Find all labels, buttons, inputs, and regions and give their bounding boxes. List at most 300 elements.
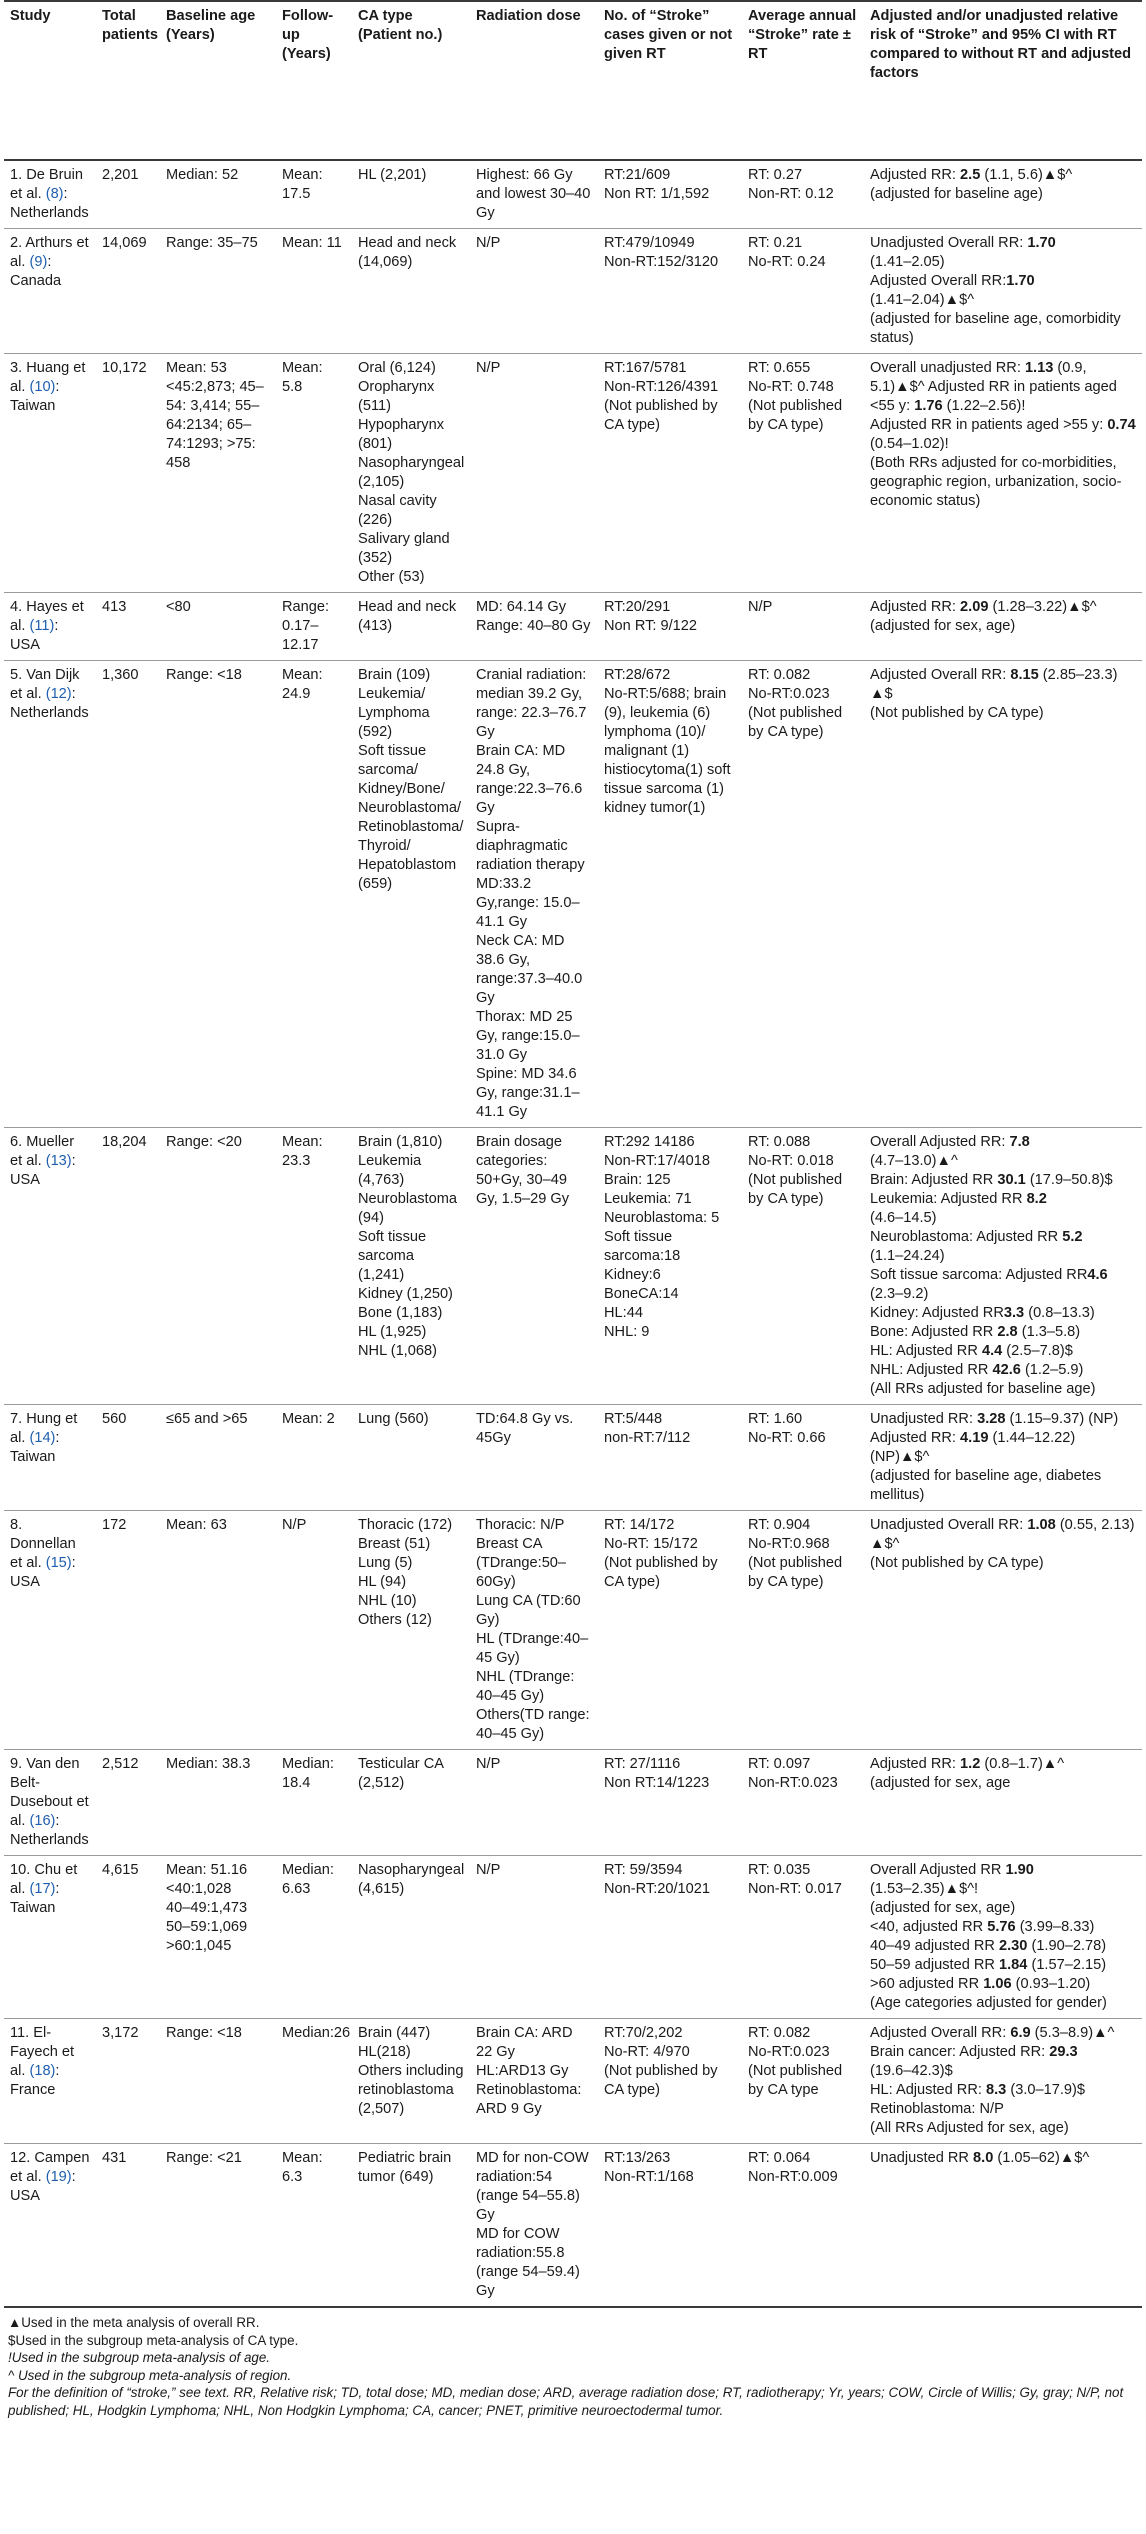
stroke-cases-line: Soft tissue sarcoma:18 [604,1229,681,1264]
table-row [4,1128,1142,1405]
baseline-age-cell [160,229,276,354]
radiation-dose-line: MD for COW radiation:55.8 (range 54–59.4) Gy [476,2226,580,2299]
radiation-dose-line: Brain CA: MD 24.8 Gy, range:22.3–76.6 Gy [476,743,583,816]
radiation-dose-line: Range: 40–80 Gy [476,618,591,634]
rr-text: (4.7–13.0)▲^ [870,1153,958,1169]
relative-risk-line [870,1554,1136,1573]
rr-value: 1.06 [983,1976,1012,1992]
rr-text: (adjusted for baseline age) [870,186,1043,202]
follow-up-line: Mean: 5.8 [282,360,323,395]
annual-rate-line: RT: 0.904 [748,1517,811,1533]
total-patients-cell: 18,204 [96,1128,160,1405]
study-reference-link[interactable]: (18) [29,2063,56,2079]
ca-type-line: Lung (560) [358,1411,429,1427]
study-country: : USA [10,2169,76,2204]
rr-text: (1.1, 5.6)▲$^ [980,167,1073,183]
rr-text: (0.55, 2.13) ▲$^ [870,1517,1135,1552]
follow-up-cell [276,1856,352,2019]
rr-text: (5.3–8.9)▲^ [1030,2025,1115,2041]
relative-risk-cell [864,2144,1142,2308]
relative-risk-line [870,2024,1136,2043]
ca-type-line: Nasal cavity (226) [358,493,437,528]
header-ca-type: CA type (Patient no.) [352,1,470,160]
rr-value: 2.09 [960,599,989,615]
stroke-cases-line: RT:5/448 [604,1411,663,1427]
ca-type-cell [352,1750,470,1856]
relative-risk-cell [864,229,1142,354]
table-row [4,229,1142,354]
rr-text: >60 adjusted RR [870,1976,984,1992]
rr-value: 1.70 [1006,273,1035,289]
ca-type-line: Brain (109) [358,667,431,683]
header-radiation-dose: Radiation dose [470,1,598,160]
ca-type-line: Breast (51) [358,1536,431,1552]
radiation-dose-line: N/P [476,1756,501,1772]
relative-risk-line [870,454,1136,511]
baseline-age-line: Range: <20 [166,1134,242,1150]
follow-up-cell [276,593,352,661]
ca-type-cell [352,354,470,593]
total-patients-cell: 172 [96,1511,160,1750]
study-name: 5. Van Dijk et al. [10,667,80,702]
study-cell [4,1856,96,2019]
rr-text: (19.6–42.3)$ [870,2063,953,2079]
rr-text: Adjusted Overall RR: [870,2025,1011,2041]
study-name: 12. Campen et al. [10,2150,90,2185]
relative-risk-cell [864,1750,1142,1856]
ca-type-line: HL(218) [358,2044,411,2060]
rr-text: (1.15–9.37) (NP) [1005,1411,1119,1427]
study-reference-link[interactable]: (14) [29,1430,56,1446]
study-reference-link[interactable]: (9) [29,254,48,270]
baseline-age-line: Range: 35–75 [166,235,258,251]
baseline-age-line: 40–49:1,473 [166,1900,248,1916]
rr-text: Adjusted RR: [870,1430,961,1446]
total-patients-cell: 2,201 [96,160,160,229]
ca-type-line: Neuroblastoma (94) [358,1191,457,1226]
baseline-age-line: Median: 38.3 [166,1756,251,1772]
rr-text: NHL: Adjusted RR [870,1362,993,1378]
stroke-cases-line: (Not published by CA type) [604,2063,718,2098]
follow-up-cell [276,1750,352,1856]
baseline-age-cell [160,354,276,593]
total-patients-cell: 3,172 [96,2019,160,2144]
stroke-cases-line: Non-RT:17/4018 [604,1153,711,1169]
total-patients-cell: 413 [96,593,160,661]
relative-risk-line [870,1861,1136,1880]
ca-type-line: HL (2,201) [358,167,427,183]
rr-text: 40–49 adjusted RR [870,1938,999,1954]
relative-risk-line [870,1755,1136,1774]
header-study: Study [4,1,96,160]
study-country: : Taiwan [10,1881,60,1916]
stroke-cases-cell [598,661,742,1128]
annual-rate-cell [742,661,864,1128]
ca-type-line: Head and neck (413) [358,599,457,634]
relative-risk-line [870,1937,1136,1956]
annual-rate-line: Non-RT:0.023 [748,1775,838,1791]
relative-risk-line [870,1190,1136,1209]
stroke-cases-cell [598,229,742,354]
ca-type-line: Leukemia (4,763) [358,1153,422,1188]
rr-text: Kidney: Adjusted RR [870,1305,1004,1321]
radiation-dose-cell [470,1511,598,1750]
relative-risk-line [870,1410,1136,1429]
annual-rate-line: No-RT:0.968 [748,1536,830,1552]
baseline-age-cell [160,1750,276,1856]
rr-text: Adjusted RR: [870,167,961,183]
header-total-patients: Total patients [96,1,160,160]
rr-value: 7.8 [1009,1134,1030,1150]
study-country: : Taiwan [10,379,60,414]
total-patients-cell: 2,512 [96,1750,160,1856]
radiation-dose-cell [470,354,598,593]
header-baseline-age: Baseline age (Years) [160,1,276,160]
stroke-cases-line: RT:20/291 [604,599,671,615]
study-cell [4,1128,96,1405]
relative-risk-line [870,598,1136,617]
stroke-cases-line: Non-RT:20/1021 [604,1881,711,1897]
study-name: 2. Arthurs et al. [10,235,89,270]
follow-up-cell [276,2019,352,2144]
study-cell [4,1750,96,1856]
study-reference-link[interactable]: (15) [45,1555,72,1571]
annual-rate-line: RT: 0.097 [748,1756,811,1772]
baseline-age-line: Range: <18 [166,2025,242,2041]
rr-value: 1.13 [1024,360,1054,376]
rr-text: (Not published by CA type) [870,705,1044,721]
radiation-dose-cell [470,2144,598,2308]
relative-risk-cell [864,1856,1142,2019]
rr-value: 5.76 [987,1919,1016,1935]
ca-type-line: Nasopharyngeal (4,615) [358,1862,465,1897]
study-name: 8. Donnellan et al. [10,1517,76,1571]
ca-type-line: Salivary gland (352) [358,531,450,566]
annual-rate-line: RT: 0.21 [748,235,803,251]
baseline-age-line: Mean: 63 [166,1517,227,1533]
annual-rate-line: RT: 0.27 [748,167,803,183]
relative-risk-line [870,617,1136,636]
rr-text: Adjusted RR: [870,1756,961,1772]
ca-type-line: NHL (1,068) [358,1343,437,1359]
footnote-region: ^ Used in the subgroup meta-analysis of region. [8,2367,292,2383]
relative-risk-line [870,1880,1136,1899]
total-patients-cell: 1,360 [96,661,160,1128]
radiation-dose-line: Cranial radiation: median 39.2 Gy, range: 22.3–76.7 Gy [476,667,587,740]
rr-text: Brain cancer: Adjusted RR: [870,2044,1050,2060]
ca-type-cell [352,2019,470,2144]
rr-text: Brain: Adjusted RR [870,1172,998,1188]
table-row [4,593,1142,661]
rr-text: (adjusted for sex, age [870,1775,1011,1791]
ca-type-line: Head and neck (14,069) [358,235,457,270]
ca-type-line: Nasopharyngeal (2,105) [358,455,465,490]
rr-text: (3.99–8.33) [1015,1919,1095,1935]
relative-risk-line [870,704,1136,723]
baseline-age-line: >60:1,045 [166,1938,232,1954]
radiation-dose-line: HL (TDrange:40–45 Gy) [476,1631,589,1666]
relative-risk-line [870,1171,1136,1190]
rr-value: 1.08 [1027,1517,1056,1533]
follow-up-cell [276,661,352,1128]
ca-type-cell [352,593,470,661]
rr-text: (2.5–7.8)$ [1002,1343,1073,1359]
stroke-cases-cell [598,1511,742,1750]
baseline-age-cell [160,1405,276,1511]
radiation-dose-line: MD: 64.14 Gy [476,599,567,615]
relative-risk-line [870,2081,1136,2100]
rr-text: <40, adjusted RR [870,1919,988,1935]
ca-type-line: Lung (5) [358,1555,413,1571]
rr-text: (0.9, 5.1)▲$^ Adjusted RR in patients aged <55 y: [870,360,1117,414]
stroke-cases-line: RT: 59/3594 [604,1862,683,1878]
study-reference-link[interactable]: (13) [45,1153,72,1169]
rr-text: (1.41–2.05) [870,254,945,270]
ca-type-cell [352,2144,470,2308]
table-row [4,661,1142,1128]
follow-up-line: Range: 0.17–12.17 [282,599,330,653]
annual-rate-line: No-RT:0.023 [748,686,830,702]
study-reference-link[interactable]: (16) [29,1813,56,1829]
study-reference-link[interactable]: (8) [45,186,64,202]
radiation-dose-line: Thorax: MD 25 Gy, range:15.0–31.0 Gy [476,1009,580,1063]
ca-type-line: Soft tissue sarcoma (1,241) [358,1229,427,1283]
rr-text: Unadjusted Overall RR: [870,1517,1028,1533]
rr-text: (0.54–1.02)! [870,436,949,452]
study-country: : France [10,2063,60,2098]
radiation-dose-line: Supra-diaphragmatic radiation therapy MD:33.2 Gy,range: 15.0–41.1 Gy [476,819,585,930]
ca-type-line: Others (12) [358,1612,432,1628]
relative-risk-line [870,1516,1136,1554]
radiation-dose-cell [470,1128,598,1405]
radiation-dose-cell [470,1405,598,1511]
rr-text: (3.0–17.9)$ [1006,2082,1085,2098]
baseline-age-line: <80 [166,599,191,615]
radiation-dose-line: Highest: 66 Gy and lowest 30–40 Gy [476,167,591,221]
baseline-age-line: Mean: 53 <45:2,873; 45–54: 3,414; 55–64:2134; 65–74:1293; >75: 458 [166,360,264,471]
study-reference-link[interactable]: (10) [29,379,56,395]
study-name: 3. Huang et al. [10,360,86,395]
study-country: : USA [10,618,59,653]
baseline-age-line: Range: <18 [166,667,242,683]
rr-value: 2.8 [997,1324,1018,1340]
radiation-dose-line: MD for non-COW radiation:54 (range 54–55.8) Gy [476,2150,589,2223]
relative-risk-line [870,1975,1136,1994]
relative-risk-line [870,1342,1136,1361]
rr-text: Unadjusted Overall RR: [870,235,1028,251]
baseline-age-cell [160,2019,276,2144]
rr-text: Overall Adjusted RR [870,1862,1006,1878]
header-row [4,1,1142,160]
stroke-cases-line: (Not published by CA type) [604,1555,718,1590]
rr-value: 4.4 [981,1343,1003,1359]
study-country: : Netherlands [10,686,89,721]
relative-risk-line [870,1380,1136,1399]
annual-rate-line: RT: 0.082 [748,2025,811,2041]
ca-type-line: Kidney (1,250) [358,1286,453,1302]
stroke-cases-line: Neuroblastoma: 5 [604,1210,720,1226]
rr-text: (2.3–9.2) [870,1286,929,1302]
rr-text: (2.85–23.3) ▲$ [870,667,1118,702]
ca-type-cell [352,661,470,1128]
total-patients-cell: 431 [96,2144,160,2308]
annual-rate-cell [742,229,864,354]
table-row [4,1511,1142,1750]
follow-up-cell [276,1128,352,1405]
relative-risk-cell [864,160,1142,229]
rr-text: (1.57–2.15) [1027,1957,1107,1973]
relative-risk-cell [864,1511,1142,1750]
stroke-cases-line: RT:13/263 [604,2150,671,2166]
radiation-dose-cell [470,593,598,661]
rr-text: (1.3–5.8) [1017,1324,1081,1340]
follow-up-cell [276,354,352,593]
study-name: 10. Chu et al. [10,1862,78,1897]
relative-risk-cell [864,2019,1142,2144]
relative-risk-line [870,666,1136,704]
radiation-dose-line: Spine: MD 34.6 Gy, range:31.1–41.1 Gy [476,1066,580,1120]
relative-risk-line [870,1774,1136,1793]
annual-rate-cell [742,354,864,593]
stroke-cases-cell [598,593,742,661]
footnote-ca-type: $Used in the subgroup meta-analysis of CA type. [8,2332,299,2348]
radiation-dose-line: HL:ARD13 Gy [476,2063,569,2079]
stroke-cases-cell [598,2019,742,2144]
stroke-cases-cell [598,1128,742,1405]
radiation-dose-line: Breast CA (TDrange:50–60Gy) [476,1536,567,1590]
ca-type-line: Oral (6,124) [358,360,436,376]
rr-text: (Age categories adjusted for gender) [870,1995,1107,2011]
table-row [4,1405,1142,1511]
relative-risk-line [870,1956,1136,1975]
relative-risk-cell [864,593,1142,661]
rr-value: 1.90 [1005,1862,1034,1878]
stroke-cases-line: RT: 14/172 [604,1517,675,1533]
rr-text: (0.8–1.7)▲^ [980,1756,1065,1772]
rr-text: (1.22–2.56)! [942,398,1026,414]
annual-rate-line: Non-RT: 0.017 [748,1881,842,1897]
header-stroke-cases: No. of “Stroke” cases given or not given RT [598,1,742,160]
ca-type-line: HL (94) [358,1574,407,1590]
relative-risk-cell [864,1128,1142,1405]
rr-text: (4.6–14.5) [870,1210,937,1226]
rr-value: 4.19 [960,1430,989,1446]
rr-value: 30.1 [997,1172,1026,1188]
stroke-cases-cell [598,354,742,593]
ca-type-line: Testicular CA (2,512) [358,1756,444,1791]
relative-risk-line [870,359,1136,416]
ca-type-line: Hypopharynx (801) [358,417,444,452]
rr-value: 1.70 [1027,235,1056,251]
study-reference-link[interactable]: (19) [45,2169,72,2185]
radiation-dose-line: TD:64.8 Gy vs. 45Gy [476,1411,574,1446]
ca-type-line: HL (1,925) [358,1324,427,1340]
relative-risk-line [870,1323,1136,1342]
radiation-dose-line: Lung CA (TD:60 Gy) [476,1593,581,1628]
stroke-cases-line: Non-RT:152/3120 [604,254,719,270]
footnote-abbreviations: For the definition of “stroke,” see text. RR, Relative risk; TD, total dose; MD, median dose; ARD, average radiation dose; RT, radiotherapy; Yr, years; COW, Circle of Willis; Gy, gray; N/P, not published; HL, Hodgkin Lymphoma; NHL, Non Hodgkin Lymphoma; CA, cancer; PNET, primitive neuroectodermal tumor. [8,2385,1124,2418]
study-country: : Netherlands [10,1813,89,1848]
follow-up-cell [276,160,352,229]
annual-rate-cell [742,1511,864,1750]
relative-risk-line [870,1266,1136,1285]
study-name: 9. Van den Belt-Dusebout et al. [10,1756,89,1829]
stroke-cases-line: Non RT: 1/1,592 [604,186,710,202]
rr-value: 8.2 [1026,1191,1047,1207]
baseline-age-line: Mean: 51.16 [166,1862,248,1878]
study-cell [4,2019,96,2144]
baseline-age-cell [160,661,276,1128]
rr-value: 0.74 [1107,417,1136,433]
baseline-age-cell [160,1128,276,1405]
relative-risk-line [870,253,1136,272]
rr-text: HL: Adjusted RR [870,1343,982,1359]
baseline-age-line: Median: 52 [166,167,239,183]
rr-text: Soft tissue sarcoma: Adjusted RR [870,1267,1088,1283]
radiation-dose-line: Retinoblastoma: ARD 9 Gy [476,2082,582,2117]
ca-type-line: Brain (447) [358,2025,431,2041]
rr-text: (0.8–13.3) [1024,1305,1095,1321]
ca-type-line: Leukemia/ Lymphoma (592) [358,686,430,740]
relative-risk-cell [864,661,1142,1128]
stroke-cases-line: RT: 27/1116 [604,1756,681,1772]
study-country: : Netherlands [10,186,89,221]
relative-risk-line [870,1228,1136,1247]
study-country: : Taiwan [10,1430,60,1465]
study-reference-link[interactable]: (12) [45,686,72,702]
relative-risk-line [870,272,1136,291]
ca-type-line: Others including retinoblastoma (2,507) [358,2063,464,2117]
annual-rate-line: N/P [748,599,773,615]
total-patients-cell: 560 [96,1405,160,1511]
annual-rate-line: (Not published by CA type) [748,1555,843,1590]
rr-text: (1.90–2.78) [1027,1938,1107,1954]
study-reference-link[interactable]: (11) [29,618,55,634]
follow-up-line: Median: 18.4 [282,1756,334,1791]
stroke-cases-line: RT:292 14186 [604,1134,695,1150]
study-country: : USA [10,1153,76,1188]
follow-up-line: Mean: 23.3 [282,1134,323,1169]
rr-value: 3.28 [977,1411,1006,1427]
annual-rate-line: (Not published by CA type) [748,398,843,433]
stroke-cases-line: Brain: 125 [604,1172,671,1188]
rr-text: (All RRs Adjusted for sex, age) [870,2120,1069,2136]
header-annual-rate: Average annual “Stroke” rate ± RT [742,1,864,160]
stroke-cases-line: RT:70/2,202 [604,2025,683,2041]
study-name: 4. Hayes et al. [10,599,84,634]
ca-type-line: Thoracic (172) [358,1517,453,1533]
ca-type-line: Oropharynx (511) [358,379,435,414]
radiation-dose-cell [470,1750,598,1856]
baseline-age-line: ≤65 and >65 [166,1411,248,1427]
annual-rate-cell [742,160,864,229]
rr-text: Bone: Adjusted RR [870,1324,998,1340]
stroke-cases-line: BoneCA:14 [604,1286,679,1302]
relative-risk-line [870,1361,1136,1380]
follow-up-line: Median: 6.63 [282,1862,334,1897]
rr-text: Adjusted Overall RR: [870,273,1007,289]
relative-risk-line [870,416,1136,454]
ca-type-cell [352,1405,470,1511]
annual-rate-line: (Not published by CA type) [748,1172,843,1207]
study-reference-link[interactable]: (17) [29,1881,56,1897]
study-name: 7. Hung et al. [10,1411,78,1446]
relative-risk-line [870,1247,1136,1266]
rr-text: (Both RRs adjusted for co-morbidities, geographic region, urbanization, socio-economic status) [870,455,1122,509]
follow-up-line: Mean: 24.9 [282,667,323,702]
stroke-cases-line: Non RT:14/1223 [604,1775,710,1791]
rr-text: (adjusted for sex, age) [870,618,1016,634]
